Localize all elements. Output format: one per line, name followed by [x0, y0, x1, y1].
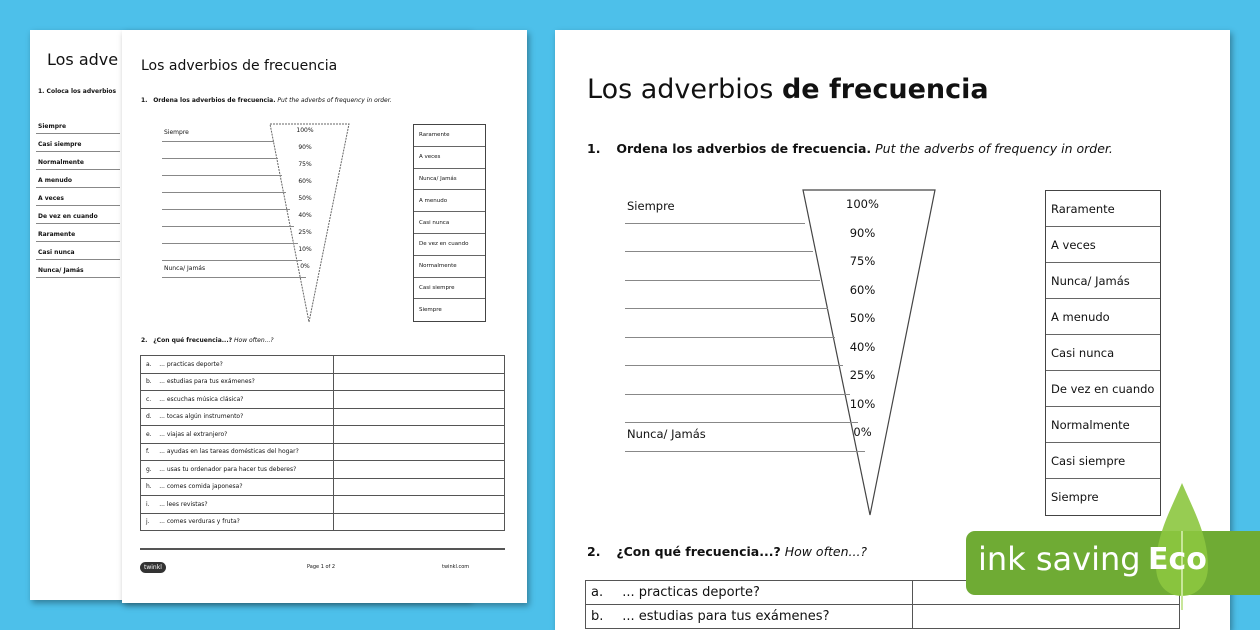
answer-line[interactable] — [162, 192, 286, 193]
question-text: ... viajas al extranjero? — [159, 430, 228, 438]
word-box-item: Raramente — [414, 125, 485, 147]
question-row — [141, 426, 505, 444]
question-row — [586, 605, 1180, 629]
answer-line[interactable] — [625, 451, 865, 452]
back-list-item: Raramente — [38, 231, 76, 238]
percentage-label: 100% — [296, 127, 314, 134]
answer-cell[interactable] — [333, 356, 504, 374]
page-title: Los adve — [47, 50, 119, 69]
write-line — [36, 151, 120, 152]
percentage-label: 90% — [298, 144, 312, 151]
back-list-item: Casi nunca — [38, 249, 75, 256]
page-title: Los adverbios de frecuencia — [141, 58, 338, 74]
answer-cell[interactable] — [333, 478, 504, 496]
question-cell — [141, 408, 334, 426]
ink-saving-label: ink saving — [978, 540, 1141, 578]
answer-cell[interactable] — [333, 461, 504, 479]
q-en: Put the adverbs of frequency in order. — [277, 97, 392, 104]
answer-line[interactable] — [625, 394, 850, 395]
question-row — [141, 391, 505, 409]
eco-label: Eco — [1148, 542, 1207, 577]
question-2 — [141, 337, 274, 344]
percentage-label: 40% — [298, 212, 312, 219]
percentage-label: 75% — [849, 254, 876, 268]
question-cell — [586, 581, 913, 605]
q-text: ¿Con qué frecuencia...? — [153, 337, 233, 344]
question-letter: h. — [146, 483, 152, 491]
question-row — [141, 408, 505, 426]
answer-cell[interactable] — [333, 373, 504, 391]
question-letter: e. — [146, 430, 152, 438]
question-letter: b. — [146, 378, 152, 386]
question-text: ... escuchas música clásica? — [159, 395, 244, 403]
answer-line[interactable] — [162, 277, 306, 278]
twinkl-logo: twinkl — [140, 562, 166, 573]
word-box-item: A menudo — [414, 190, 485, 212]
word-box — [1045, 190, 1161, 516]
word-box-item: Normalmente — [414, 256, 485, 278]
question-text: ... practicas deporte? — [159, 360, 223, 368]
percentage-label: 0% — [853, 425, 872, 439]
answer-cell[interactable] — [333, 426, 504, 444]
write-line — [36, 205, 120, 206]
write-line — [36, 169, 120, 170]
question-row — [141, 478, 505, 496]
q-num: 1. — [141, 97, 148, 104]
word-box-item: Raramente — [1046, 191, 1160, 227]
back-list-item: Nunca/ Jamás — [38, 267, 84, 274]
percentage-label: 10% — [298, 246, 312, 253]
question-letter: g. — [146, 465, 152, 473]
write-line — [36, 187, 120, 188]
title-bold: de frecuencia — [781, 74, 989, 105]
back-list-item: Casi siempre — [38, 141, 82, 148]
question-text: ... comes comida japonesa? — [159, 483, 243, 491]
answer-line[interactable] — [162, 158, 278, 159]
question-text: ... comes verduras y fruta? — [159, 518, 240, 526]
answer-line[interactable] — [625, 251, 813, 252]
percentage-label: 50% — [849, 311, 876, 325]
answer-cell[interactable] — [333, 496, 504, 514]
write-line — [36, 133, 120, 134]
page-number: Page 1 of 2 — [307, 564, 336, 570]
back-list-item: A veces — [38, 195, 64, 202]
percentage-label: 90% — [849, 225, 876, 240]
answer-line[interactable] — [162, 141, 274, 142]
answer-line[interactable] — [625, 308, 828, 309]
write-line — [36, 277, 120, 278]
question-2 — [587, 544, 867, 559]
answer-line[interactable] — [625, 280, 820, 281]
title-light: Los adverbios — [587, 74, 774, 105]
word-box — [413, 124, 486, 322]
percentage-label: 40% — [849, 339, 876, 354]
question-cell — [141, 426, 334, 444]
question-row — [141, 496, 505, 514]
percentage-label: 100% — [846, 197, 879, 211]
word-box-item: Nunca/ Jamás — [1046, 263, 1160, 299]
word-box-item: De vez en cuando — [414, 234, 485, 256]
word-box-item: Casi siempre — [1046, 443, 1160, 479]
question-cell — [141, 356, 334, 374]
question-row — [141, 356, 505, 374]
brand-url: twinkl.com — [442, 564, 470, 570]
question-row — [141, 443, 505, 461]
question-text: ... lees revistas? — [159, 500, 208, 508]
percentage-label: 75% — [298, 161, 312, 168]
question-cell — [141, 513, 334, 531]
word-box-item: A menudo — [1046, 299, 1160, 335]
footer-divider — [140, 548, 505, 550]
question-cell — [141, 496, 334, 514]
write-line — [36, 241, 120, 242]
question-text: ... tocas algún instrumento? — [159, 413, 244, 421]
funnel-bottom-label: Nunca/ Jamás — [164, 265, 206, 272]
word-box-item: A veces — [1046, 227, 1160, 263]
question-text: ... ayudas en las tareas domésticas del hogar? — [159, 448, 299, 456]
preview-page-front — [122, 30, 527, 603]
answer-line[interactable] — [162, 175, 282, 176]
answer-line[interactable] — [625, 337, 835, 338]
percentage-label: 0% — [300, 263, 310, 270]
word-box-item: De vez en cuando — [1046, 371, 1160, 407]
percentage-label: 60% — [298, 178, 312, 185]
percentage-label: 25% — [849, 368, 876, 382]
write-line — [36, 259, 120, 260]
funnel-top-label: Siempre — [164, 129, 189, 136]
question-row — [141, 461, 505, 479]
answer-line[interactable] — [162, 226, 294, 227]
percentage-label: 25% — [298, 229, 312, 236]
question-cell — [141, 391, 334, 409]
word-box-item: Casi siempre — [414, 278, 485, 300]
back-list-item: De vez en cuando — [38, 213, 98, 220]
percentage-label: 10% — [849, 396, 876, 411]
funnel-top-label: Siempre — [627, 199, 675, 213]
question-row — [141, 373, 505, 391]
question-letter: f. — [146, 448, 150, 456]
question-cell — [141, 478, 334, 496]
answer-cell[interactable] — [333, 391, 504, 409]
back-list-item: Normalmente — [38, 159, 84, 166]
q-en: How often...? — [234, 337, 274, 344]
answer-line[interactable] — [625, 422, 858, 423]
question-cell — [141, 373, 334, 391]
question-letter: b. — [591, 609, 604, 624]
question-1: 1. Coloca los adverbios — [38, 88, 117, 95]
q-text: Ordena los adverbios de frecuencia. — [153, 97, 276, 104]
percentage-label: 60% — [849, 282, 876, 297]
questions-table — [140, 355, 505, 531]
question-cell — [141, 443, 334, 461]
word-box-item: Casi nunca — [414, 212, 485, 234]
back-list-item: Siempre — [38, 123, 67, 130]
back-list-item: A menudo — [38, 177, 73, 184]
word-box-item: Nunca/ Jamás — [414, 169, 485, 191]
question-letter: a. — [146, 360, 152, 368]
answer-line[interactable] — [162, 209, 290, 210]
question-letter: c. — [146, 395, 152, 403]
q-text: Ordena los adverbios de frecuencia. — [616, 141, 872, 156]
word-box-item: Siempre — [419, 307, 442, 314]
answer-line[interactable] — [625, 223, 805, 224]
question-letter: j. — [146, 518, 150, 526]
question-text: ... usas tu ordenador para hacer tus deberes? — [159, 465, 297, 473]
word-box-item: Siempre — [1051, 490, 1099, 504]
question-text: ... practicas deporte? — [622, 585, 760, 600]
ink-saving-badge — [966, 531, 1260, 595]
question-letter: i. — [146, 500, 150, 508]
q-en: How often...? — [784, 544, 868, 559]
percentage-label: 50% — [298, 195, 312, 202]
write-line — [36, 223, 120, 224]
q-text: ¿Con qué frecuencia...? — [616, 544, 781, 559]
q-en: Put the adverbs of frequency in order. — [875, 141, 1113, 156]
question-row — [141, 513, 505, 531]
question-letter: a. — [591, 585, 604, 600]
question-cell — [141, 461, 334, 479]
answer-line[interactable] — [162, 243, 298, 244]
q-num: 1. — [587, 141, 601, 156]
word-box-item: A veces — [414, 147, 485, 169]
q-num: 2. — [587, 544, 601, 559]
funnel-bottom-label: Nunca/ Jamás — [627, 427, 706, 441]
answer-cell[interactable] — [333, 408, 504, 426]
answer-cell[interactable] — [333, 443, 504, 461]
question-text: ... estudias para tus exámenes? — [622, 609, 830, 624]
word-box-item: Casi nunca — [1046, 335, 1160, 371]
answer-line[interactable] — [162, 260, 302, 261]
answer-cell[interactable] — [912, 605, 1179, 629]
question-cell — [586, 605, 913, 629]
answer-cell[interactable] — [333, 513, 504, 531]
word-box-item: Normalmente — [1046, 407, 1160, 443]
question-letter: d. — [146, 413, 152, 421]
question-text: ... estudias para tus exámenes? — [159, 378, 255, 386]
answer-line[interactable] — [625, 365, 843, 366]
q-num: 2. — [141, 337, 148, 344]
